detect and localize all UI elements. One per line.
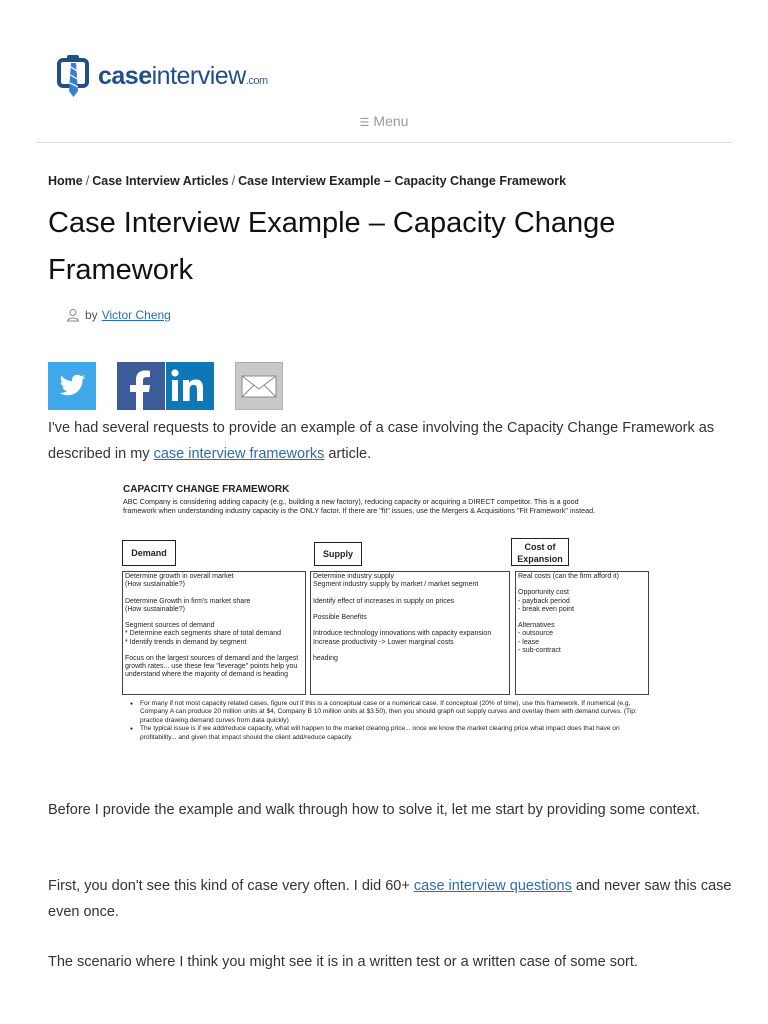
cost-of-expansion-header: Cost of Expansion	[511, 538, 569, 566]
menu-label: Menu	[373, 113, 409, 129]
supply-header: Supply	[314, 542, 362, 566]
author-link[interactable]: Victor Cheng	[101, 308, 171, 322]
site-logo[interactable]	[56, 52, 268, 100]
cost-text: Real costs (can the firm afford it) Opportunity cost - payback period - break even point Alternatives - outsource - lease - sub-contract	[518, 573, 620, 654]
article-paragraph: Before I provide the example and walk through how to solve it, let me start by providing some context.	[48, 802, 701, 818]
figure-note: ● The typical issue is if we add/reduce capacity, what will happen to the market clearing price... once we know the market clearing price what impact does that have on profitability... and given that impact should the client add/reduce capacity.	[130, 725, 640, 742]
supply-text: Determine industry supply Segment industry supply by market / market segment Identify effect of increases in supply on prices Possible Benefits Introduce technology innovations with capacity expansion Increase productivity -> Lower marginal costs heading	[313, 573, 492, 663]
user-icon	[66, 308, 80, 322]
paragraph-text: I've had several requests to provide an example of a case involving the Capacity Change Framework as described in my	[48, 420, 715, 462]
logo-icon	[56, 53, 94, 99]
logo-wordmark	[98, 61, 268, 90]
byline	[66, 308, 171, 322]
breadcrumb-separator: /	[85, 174, 90, 188]
logo-domain-text: .com	[245, 74, 268, 87]
twitter-icon	[48, 362, 96, 410]
paragraph-text: article.	[324, 446, 372, 462]
twitter-share-button[interactable]	[48, 362, 96, 410]
byline-prefix: by	[85, 308, 98, 322]
linkedin-share-button[interactable]	[166, 362, 214, 410]
figure-description: ABC Company is considering adding capacity (e.g., building a new factory), reducing capacity or acquiring a DIRECT competitor. This is a good framework when understanding industry capacity is the ONLY factor. If there are "fit" issues, use the Mergers & Acquisitions "Fit Framework" instead.	[123, 497, 596, 515]
facebook-share-button[interactable]	[117, 362, 165, 410]
email-share-button[interactable]	[235, 362, 283, 410]
page-title: Case Interview Example – Capacity Change Framework	[48, 207, 616, 286]
demand-text: Determine growth in overall market (How sustainable?) Determine Growth in firm's market share (How sustainable?) Segment sources of demand * Determine each segments share of total demand * Identify trends in demand by segment Focus on the largest sources of demand and the largest growth rates... use these few "leverage" points help you understand where the majority of demand is heading	[125, 573, 299, 679]
capacity-framework-figure	[118, 478, 653, 748]
demand-column	[122, 571, 306, 695]
frameworks-article-link[interactable]: case interview frameworks	[153, 446, 325, 462]
figure-notes	[130, 700, 640, 742]
demand-header: Demand	[122, 540, 176, 566]
paragraph-text: and never saw this case even once.	[48, 878, 732, 920]
article-paragraph	[48, 873, 733, 925]
logo-bold-text: case	[98, 61, 152, 90]
figure-title: CAPACITY CHANGE FRAMEWORK	[123, 484, 290, 495]
breadcrumb-home[interactable]: Home	[48, 174, 83, 188]
case-questions-link[interactable]: case interview questions	[413, 878, 572, 894]
linkedin-icon	[166, 362, 214, 410]
breadcrumb-section[interactable]: Case Interview Articles	[92, 174, 229, 188]
cost-column	[515, 571, 649, 695]
hamburger-icon: ☰	[359, 117, 370, 129]
breadcrumb-current: Case Interview Example – Capacity Change Framework	[238, 174, 567, 188]
header-divider	[36, 142, 733, 143]
menu-toggle[interactable]	[0, 113, 768, 129]
facebook-icon	[117, 362, 165, 410]
article-paragraph: The scenario where I think you might see it is in a written test or a written case of some sort.	[48, 954, 638, 970]
breadcrumb-separator: /	[231, 174, 236, 188]
figure-note: ● For many if not most capacity related cases, figure out if this is a conceptual case or a numerical case. If conceptual (20% of time), use this framework. If numerical (e.g, Company A can produce 20 million units at $4, Company B 10 million units at $3.50), then you should graph out supply curves and overlay them with demand curves. (Tip: practice drawing demand curves from data quickly)	[130, 700, 640, 725]
email-icon	[236, 363, 282, 409]
paragraph-text: First, you don't see this kind of case very often. I did 60+	[48, 878, 414, 894]
article-paragraph	[48, 415, 733, 467]
logo-regular-text: interview	[151, 61, 246, 90]
supply-column	[310, 571, 510, 695]
breadcrumb	[48, 174, 566, 188]
